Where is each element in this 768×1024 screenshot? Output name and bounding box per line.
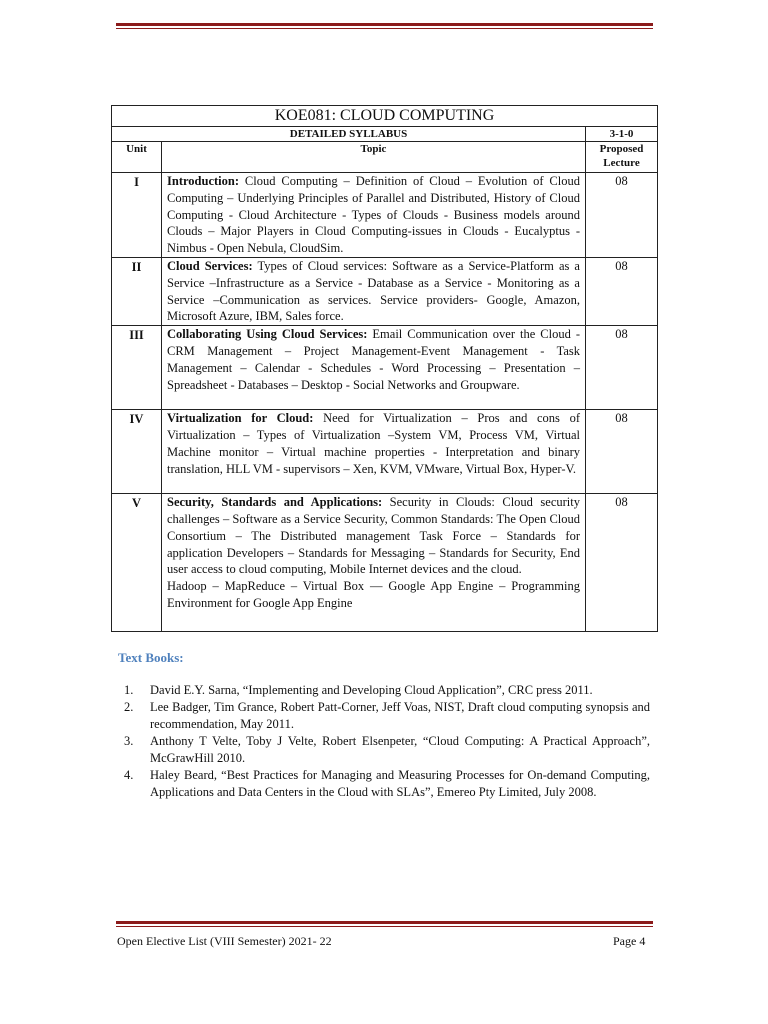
list-item: [124, 767, 650, 801]
topic-heading: Security, Standards and Applications:: [167, 495, 383, 510]
table-row: [112, 494, 658, 632]
table-subheader-row: [112, 127, 658, 142]
lecture-count: 08: [586, 494, 658, 632]
lecture-count: 08: [586, 257, 658, 325]
syllabus-table: [111, 105, 658, 632]
unit-number: IV: [112, 410, 162, 494]
topic-heading: Cloud Services:: [167, 258, 253, 273]
page-number: Page 4: [613, 934, 646, 948]
footer-divider: [116, 921, 653, 927]
unit-number: III: [112, 326, 162, 410]
lecture-column-header: [586, 142, 658, 173]
list-item: [124, 733, 650, 767]
table-row: [112, 410, 658, 494]
topic-description: [162, 173, 586, 258]
course-title: KOE081: CLOUD COMPUTING: [112, 106, 658, 127]
book-citation: Anthony T Velte, Toby J Velte, Robert Elsenpeter, “Cloud Computing: A Practical Approach”, McGrawHill 2010.: [150, 734, 650, 765]
topic-heading: Collaborating Using Cloud Services:: [167, 327, 368, 342]
text-books-list: [124, 682, 650, 801]
table-title-row: [112, 106, 658, 127]
topic-text-extra: Hadoop – MapReduce – Virtual Box — Google App Engine – Programming Environment for Google App Engine: [167, 579, 580, 610]
lecture-count: 08: [586, 410, 658, 494]
detailed-syllabus-label: DETAILED SYLLABUS: [112, 127, 586, 142]
list-number: 2.: [124, 700, 134, 714]
footer-title: Open Elective List (VIII Semester) 2021- 22: [117, 934, 332, 948]
book-citation: Lee Badger, Tim Grance, Robert Patt-Corner, Jeff Voas, NIST, Draft cloud computing synopsis and recommendation, May 2011.: [150, 700, 650, 731]
topic-heading: Virtualization for Cloud:: [167, 411, 314, 426]
table-row: [112, 257, 658, 325]
topic-text: Cloud Computing – Definition of Cloud – Evolution of Cloud Computing – Underlying Principles of Parallel and Distributed, History of Cloud Computing - Cloud Architecture - Types of Clouds - Business models around Clouds – Major Players in Cloud Computing-issues in Clouds - Eucalyptus - Nimbus - Open Nebula, CloudSim.: [167, 174, 580, 256]
book-citation: Haley Beard, “Best Practices for Managing and Measuring Processes for On-demand Computing, Applications and Data Centers in the Cloud with SLAs”, Emereo Pty Limited, July 2008.: [150, 768, 650, 799]
topic-description: [162, 410, 586, 494]
topic-description: [162, 326, 586, 410]
book-citation: David E.Y. Sarna, “Implementing and Developing Cloud Application”, CRC press 2011.: [150, 683, 593, 697]
unit-number: II: [112, 257, 162, 325]
list-item: [124, 682, 650, 699]
topic-column-header: Topic: [162, 142, 586, 173]
table-row: [112, 173, 658, 258]
table-row: [112, 326, 658, 410]
unit-number: I: [112, 173, 162, 258]
topic-text: Security in Clouds: Cloud security challenges – Software as a Service Security, Common Standards: The Open Cloud Consortium – The Distributed management Task Force – Standards for application Developers – Standards for Messaging – Standards for Security, End user access to cloud computing, Mobile Internet devices and the cloud.: [167, 495, 580, 577]
header-divider: [116, 23, 653, 29]
topic-text: Need for Virtualization – Pros and cons of Virtualization – Types of Virtualization –System VM, Process VM, Virtual Machine monitor – Virtual machine properties - Interpretation and binary translation, HLL VM - supervisors – Xen, KVM, VMware, Virtual Box, Hyper-V.: [167, 411, 580, 476]
topic-text: Email Communication over the Cloud - CRM Management – Project Management-Event Management - Task Management – Calendar - Schedules - Word Processing – Presentation – Spreadsheet - Databases – Desktop - Social Networks and Groupware.: [167, 327, 580, 392]
lecture-header-line2: Lecture: [603, 157, 640, 169]
lecture-count: 08: [586, 326, 658, 410]
topic-text: Types of Cloud services: Software as a Service-Platform as a Service –Infrastructure as a Service - Database as a Service - Monitoring as a Service –Communication as services. Service providers- Google, Amazon, Microsoft Azure, IBM, Sales force.: [167, 258, 580, 324]
credits-label: 3-1-0: [586, 127, 658, 142]
list-number: 4.: [124, 768, 134, 782]
text-books-heading: Text Books:: [118, 650, 184, 665]
lecture-header-line1: Proposed: [599, 143, 644, 155]
list-number: 3.: [124, 734, 134, 748]
lecture-count: 08: [586, 173, 658, 258]
list-item: [124, 699, 650, 733]
list-number: 1.: [124, 683, 134, 697]
unit-column-header: Unit: [112, 142, 162, 173]
unit-number: V: [112, 494, 162, 632]
topic-description: [162, 494, 586, 632]
topic-description: [162, 257, 586, 325]
table-column-header-row: [112, 142, 658, 173]
topic-heading: Introduction:: [167, 174, 240, 188]
